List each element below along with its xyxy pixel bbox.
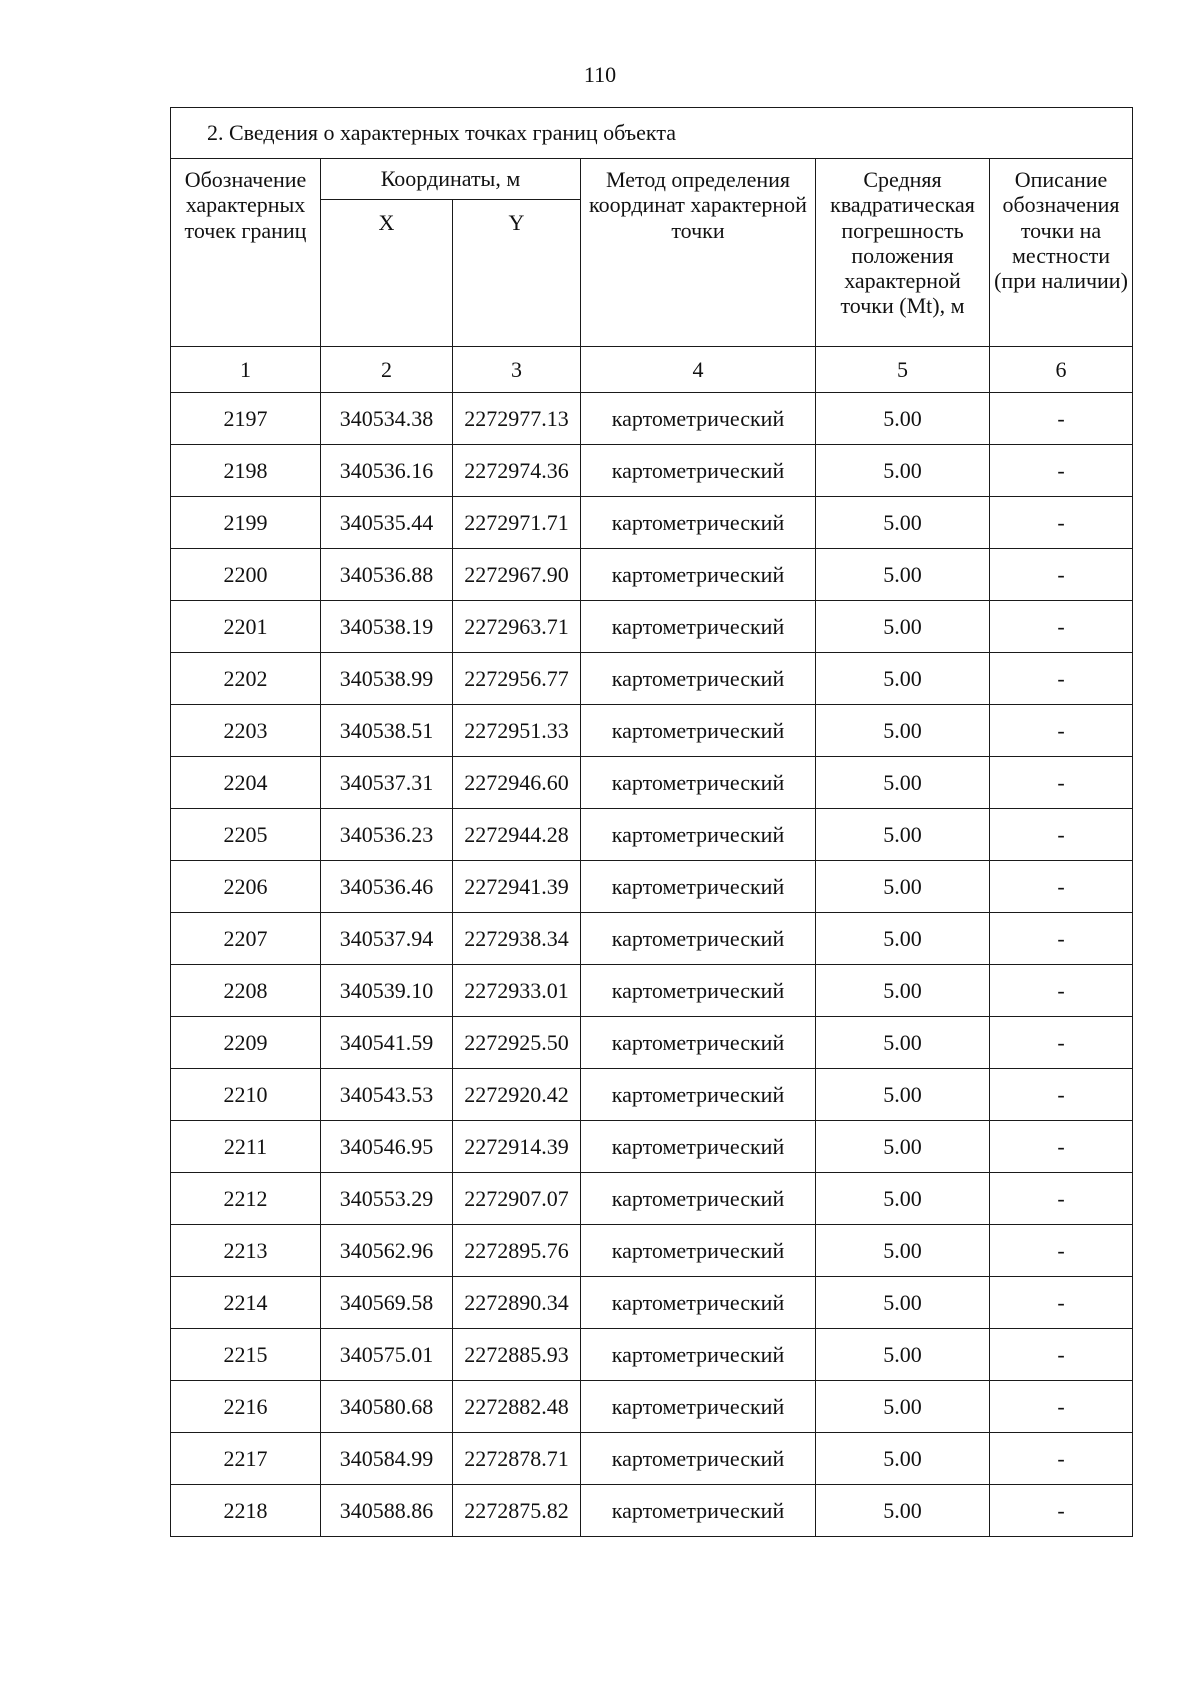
cell-point: 2214 <box>171 1277 321 1329</box>
cell-y: 2272925.50 <box>453 1017 581 1069</box>
table-row <box>171 653 1133 705</box>
cell-method: картометрический <box>581 1329 816 1381</box>
cell-description: - <box>990 445 1133 497</box>
cell-method: картометрический <box>581 705 816 757</box>
cell-y: 2272885.93 <box>453 1329 581 1381</box>
cell-x: 340537.94 <box>321 913 453 965</box>
cell-method: картометрический <box>581 1069 816 1121</box>
table-row <box>171 809 1133 861</box>
cell-point: 2205 <box>171 809 321 861</box>
header-x: X <box>321 200 453 347</box>
cell-x: 340537.31 <box>321 757 453 809</box>
cell-x: 340536.46 <box>321 861 453 913</box>
cell-y: 2272946.60 <box>453 757 581 809</box>
cell-x: 340543.53 <box>321 1069 453 1121</box>
cell-description: - <box>990 1069 1133 1121</box>
cell-method: картометрический <box>581 1121 816 1173</box>
cell-error: 5.00 <box>816 1329 990 1381</box>
cell-description: - <box>990 497 1133 549</box>
column-number: 6 <box>990 347 1133 393</box>
table-row <box>171 1381 1133 1433</box>
cell-error: 5.00 <box>816 1277 990 1329</box>
cell-description: - <box>990 1277 1133 1329</box>
cell-y: 2272890.34 <box>453 1277 581 1329</box>
cell-y: 2272933.01 <box>453 965 581 1017</box>
cell-x: 340536.88 <box>321 549 453 601</box>
cell-x: 340580.68 <box>321 1381 453 1433</box>
cell-description: - <box>990 1121 1133 1173</box>
cell-description: - <box>990 757 1133 809</box>
cell-description: - <box>990 965 1133 1017</box>
cell-method: картометрический <box>581 601 816 653</box>
table-row <box>171 1277 1133 1329</box>
cell-point: 2215 <box>171 1329 321 1381</box>
column-number: 2 <box>321 347 453 393</box>
cell-y: 2272951.33 <box>453 705 581 757</box>
cell-method: картометрический <box>581 393 816 445</box>
cell-method: картометрический <box>581 1225 816 1277</box>
cell-y: 2272944.28 <box>453 809 581 861</box>
cell-point: 2216 <box>171 1381 321 1433</box>
cell-description: - <box>990 653 1133 705</box>
cell-description: - <box>990 1329 1133 1381</box>
cell-x: 340536.16 <box>321 445 453 497</box>
cell-x: 340541.59 <box>321 1017 453 1069</box>
cell-y: 2272920.42 <box>453 1069 581 1121</box>
cell-error: 5.00 <box>816 1017 990 1069</box>
cell-method: картометрический <box>581 445 816 497</box>
cell-error: 5.00 <box>816 1225 990 1277</box>
cell-y: 2272882.48 <box>453 1381 581 1433</box>
cell-y: 2272977.13 <box>453 393 581 445</box>
cell-x: 340588.86 <box>321 1485 453 1537</box>
header-row <box>171 159 1133 200</box>
cell-description: - <box>990 1173 1133 1225</box>
table-row <box>171 1121 1133 1173</box>
cell-y: 2272967.90 <box>453 549 581 601</box>
cell-x: 340536.23 <box>321 809 453 861</box>
column-number: 1 <box>171 347 321 393</box>
cell-point: 2202 <box>171 653 321 705</box>
cell-description: - <box>990 601 1133 653</box>
section-title: 2. Сведения о характерных точках границ объекта <box>171 108 1133 159</box>
table-row <box>171 549 1133 601</box>
cell-point: 2201 <box>171 601 321 653</box>
cell-description: - <box>990 809 1133 861</box>
cell-point: 2210 <box>171 1069 321 1121</box>
table-row <box>171 1329 1133 1381</box>
cell-method: картометрический <box>581 1433 816 1485</box>
cell-description: - <box>990 1433 1133 1485</box>
header-point: Обозначение характерных точек границ <box>171 159 321 347</box>
cell-description: - <box>990 549 1133 601</box>
header-error: Средняя квадратическая погрешность положения характерной точки (Mt), м <box>816 159 990 347</box>
table-row <box>171 1069 1133 1121</box>
table-row <box>171 1173 1133 1225</box>
cell-method: картометрический <box>581 1277 816 1329</box>
table-row <box>171 601 1133 653</box>
table-row <box>171 965 1133 1017</box>
column-number-row <box>171 347 1133 393</box>
header-method: Метод определения координат характерной точки <box>581 159 816 347</box>
cell-point: 2200 <box>171 549 321 601</box>
cell-x: 340538.19 <box>321 601 453 653</box>
cell-point: 2203 <box>171 705 321 757</box>
cell-error: 5.00 <box>816 1069 990 1121</box>
cell-description: - <box>990 913 1133 965</box>
cell-point: 2208 <box>171 965 321 1017</box>
cell-y: 2272941.39 <box>453 861 581 913</box>
table-row <box>171 1485 1133 1537</box>
cell-error: 5.00 <box>816 1173 990 1225</box>
cell-y: 2272875.82 <box>453 1485 581 1537</box>
cell-method: картометрический <box>581 1017 816 1069</box>
header-coords: Координаты, м <box>321 159 581 200</box>
cell-y: 2272907.07 <box>453 1173 581 1225</box>
cell-description: - <box>990 1485 1133 1537</box>
cell-error: 5.00 <box>816 497 990 549</box>
cell-description: - <box>990 861 1133 913</box>
column-number: 5 <box>816 347 990 393</box>
cell-point: 2206 <box>171 861 321 913</box>
table-row <box>171 757 1133 809</box>
table-row <box>171 393 1133 445</box>
cell-x: 340562.96 <box>321 1225 453 1277</box>
cell-error: 5.00 <box>816 549 990 601</box>
column-number: 3 <box>453 347 581 393</box>
cell-y: 2272971.71 <box>453 497 581 549</box>
cell-point: 2211 <box>171 1121 321 1173</box>
cell-error: 5.00 <box>816 601 990 653</box>
cell-error: 5.00 <box>816 653 990 705</box>
table-row <box>171 1433 1133 1485</box>
table-row <box>171 705 1133 757</box>
cell-point: 2204 <box>171 757 321 809</box>
boundary-points-table <box>170 107 1133 1537</box>
cell-method: картометрический <box>581 549 816 601</box>
table-row <box>171 861 1133 913</box>
cell-point: 2198 <box>171 445 321 497</box>
cell-point: 2197 <box>171 393 321 445</box>
section-title-row <box>171 108 1133 159</box>
cell-description: - <box>990 1225 1133 1277</box>
cell-description: - <box>990 1381 1133 1433</box>
cell-y: 2272938.34 <box>453 913 581 965</box>
page-number: 110 <box>583 62 617 87</box>
cell-error: 5.00 <box>816 1121 990 1173</box>
cell-error: 5.00 <box>816 809 990 861</box>
cell-error: 5.00 <box>816 1381 990 1433</box>
cell-x: 340584.99 <box>321 1433 453 1485</box>
cell-x: 340535.44 <box>321 497 453 549</box>
table-row <box>171 1225 1133 1277</box>
header-y: Y <box>453 200 581 347</box>
cell-error: 5.00 <box>816 757 990 809</box>
cell-method: картометрический <box>581 913 816 965</box>
cell-error: 5.00 <box>816 861 990 913</box>
cell-point: 2213 <box>171 1225 321 1277</box>
cell-method: картометрический <box>581 1381 816 1433</box>
cell-error: 5.00 <box>816 1485 990 1537</box>
cell-y: 2272895.76 <box>453 1225 581 1277</box>
table-row <box>171 1017 1133 1069</box>
table-row <box>171 913 1133 965</box>
cell-error: 5.00 <box>816 393 990 445</box>
cell-error: 5.00 <box>816 445 990 497</box>
cell-point: 2217 <box>171 1433 321 1485</box>
cell-x: 340534.38 <box>321 393 453 445</box>
cell-description: - <box>990 705 1133 757</box>
cell-method: картометрический <box>581 1485 816 1537</box>
cell-x: 340538.51 <box>321 705 453 757</box>
cell-description: - <box>990 393 1133 445</box>
cell-method: картометрический <box>581 497 816 549</box>
table-row <box>171 445 1133 497</box>
cell-x: 340546.95 <box>321 1121 453 1173</box>
cell-point: 2218 <box>171 1485 321 1537</box>
cell-method: картометрический <box>581 757 816 809</box>
cell-method: картометрический <box>581 809 816 861</box>
cell-y: 2272974.36 <box>453 445 581 497</box>
cell-error: 5.00 <box>816 705 990 757</box>
cell-point: 2209 <box>171 1017 321 1069</box>
cell-method: картометрический <box>581 1173 816 1225</box>
cell-method: картометрический <box>581 653 816 705</box>
cell-y: 2272956.77 <box>453 653 581 705</box>
cell-x: 340575.01 <box>321 1329 453 1381</box>
cell-point: 2199 <box>171 497 321 549</box>
table-row <box>171 497 1133 549</box>
cell-x: 340538.99 <box>321 653 453 705</box>
cell-description: - <box>990 1017 1133 1069</box>
cell-point: 2207 <box>171 913 321 965</box>
cell-x: 340569.58 <box>321 1277 453 1329</box>
cell-error: 5.00 <box>816 965 990 1017</box>
cell-x: 340553.29 <box>321 1173 453 1225</box>
cell-y: 2272914.39 <box>453 1121 581 1173</box>
cell-method: картометрический <box>581 861 816 913</box>
cell-y: 2272963.71 <box>453 601 581 653</box>
header-description: Описание обозначения точки на местности (при наличии) <box>990 159 1133 347</box>
column-number: 4 <box>581 347 816 393</box>
cell-x: 340539.10 <box>321 965 453 1017</box>
cell-y: 2272878.71 <box>453 1433 581 1485</box>
cell-point: 2212 <box>171 1173 321 1225</box>
cell-error: 5.00 <box>816 913 990 965</box>
cell-method: картометрический <box>581 965 816 1017</box>
cell-error: 5.00 <box>816 1433 990 1485</box>
